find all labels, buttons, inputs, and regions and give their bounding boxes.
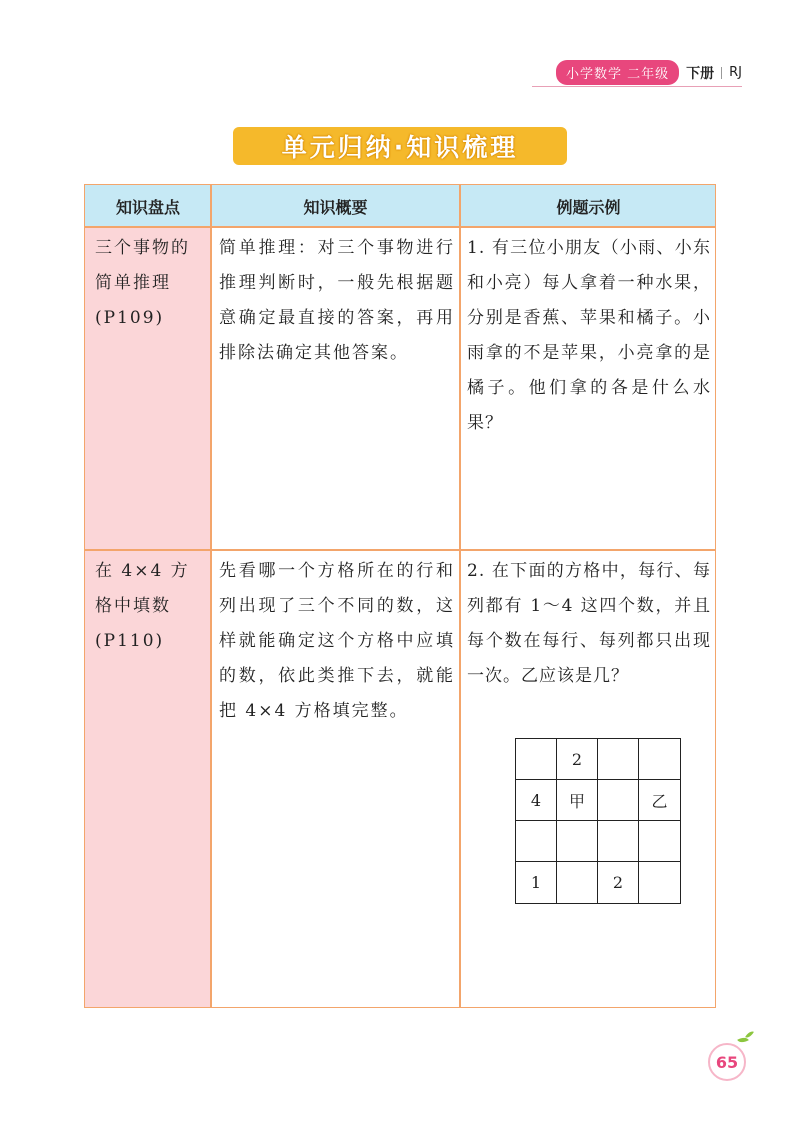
header-topic: 知识盘点 xyxy=(115,197,180,217)
grid-cell xyxy=(557,821,598,862)
number-grid xyxy=(515,738,681,904)
grid-cell: 4 xyxy=(516,780,557,821)
header-rule xyxy=(532,86,742,87)
row2-topic: 在 4×4 方格中填数(P110) xyxy=(95,561,190,651)
edition-label: RJ xyxy=(729,65,742,80)
grid-cell: 1 xyxy=(516,862,557,903)
page-header xyxy=(556,60,742,85)
page-number: 65 xyxy=(708,1043,746,1081)
grid-cell xyxy=(639,862,680,903)
grid-cell xyxy=(598,780,639,821)
row1-summary: 简单推理：对三个事物进行推理判断时，一般先根据题意确定最直接的答案，再用排除法确定其他答案。 xyxy=(219,238,455,363)
row-divider xyxy=(85,549,715,551)
row1-topic: 三个事物的简单推理(P109) xyxy=(95,238,190,328)
subject-badge: 小学数学 二年级 xyxy=(556,60,679,85)
grid-cell xyxy=(598,821,639,862)
row2-example: 2. 在下面的方格中，每行、每列都有 1～4 这四个数，并且每个数在每行、每列都只出现一次。乙应该是几？ xyxy=(467,561,711,686)
grid-cell: 乙 xyxy=(639,780,680,821)
header-summary: 知识概要 xyxy=(303,197,368,217)
volume-label: 下册 xyxy=(686,65,715,82)
grid-cell xyxy=(516,821,557,862)
grid-cell xyxy=(639,739,680,780)
grid-cell: 甲 xyxy=(557,780,598,821)
page-title: 单元归纳·知识梳理 xyxy=(281,133,519,162)
grid-cell: 2 xyxy=(598,862,639,903)
grid-cell xyxy=(516,739,557,780)
column-divider xyxy=(210,185,212,1007)
grid-cell: 2 xyxy=(557,739,598,780)
row1-example: 1. 有三位小朋友（小雨、小东和小亮）每人拿着一种水果，分别是香蕉、苹果和橘子。小雨拿的不是苹果，小亮拿的是橘子。他们拿的各是什么水果？ xyxy=(467,238,711,433)
grid-cell xyxy=(639,821,680,862)
title-banner xyxy=(233,127,567,165)
row2-summary: 先看哪一个方格所在的行和列出现了三个不同的数，这样就能确定这个方格中应填的数，依此类推下去，就能把 4×4 方格填完整。 xyxy=(219,561,455,721)
header-example: 例题示例 xyxy=(556,197,621,217)
column-divider xyxy=(459,185,461,1007)
grid-cell xyxy=(557,862,598,903)
header-separator xyxy=(721,67,722,79)
grid-cell xyxy=(598,739,639,780)
